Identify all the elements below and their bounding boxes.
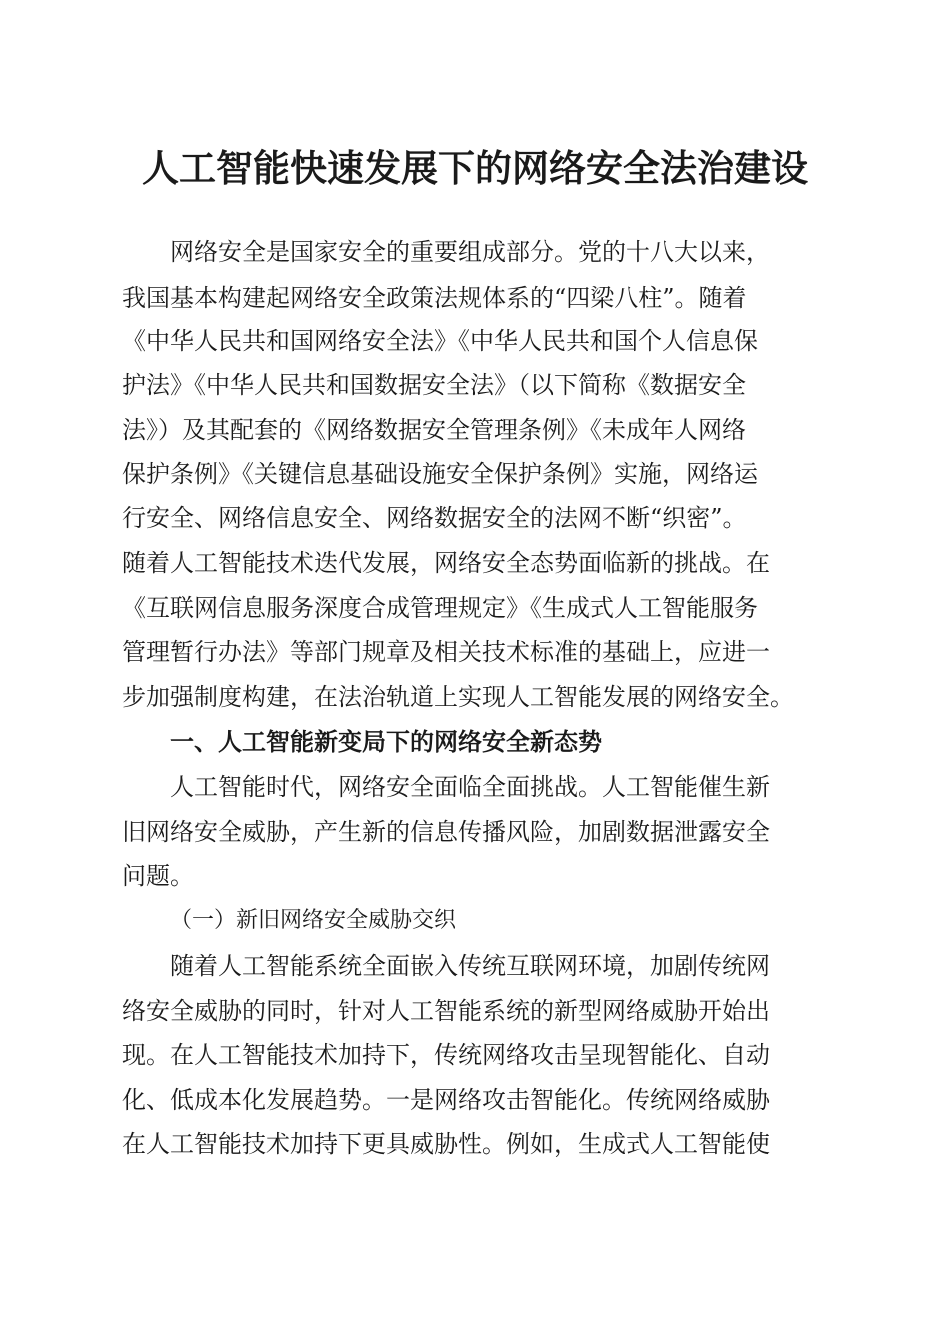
paragraph-line: 管理暂行办法》等部门规章及相关技术标准的基础上，应进一	[122, 638, 770, 666]
paragraph-line: 随着人工智能系统全面嵌入传统互联网环境，加剧传统网	[170, 952, 770, 980]
paragraph-line: 《中华人民共和国网络安全法》《中华人民共和国个人信息保	[122, 327, 758, 355]
document-title: 人工智能快速发展下的网络安全法治建设	[142, 146, 808, 190]
section-heading: 一、人工智能新变局下的网络安全新态势	[170, 728, 602, 756]
paragraph-line: 保护条例》《关键信息基础设施安全保护条例》实施，网络运	[122, 460, 758, 488]
paragraph-line: 旧网络安全威胁，产生新的信息传播风险，加剧数据泄露安全	[122, 818, 770, 846]
paragraph-line: 网络安全是国家安全的重要组成部分。党的十八大以来，	[170, 238, 770, 266]
paragraph-line: 步加强制度构建，在法治轨道上实现人工智能发展的网络安全。	[122, 683, 794, 711]
paragraph-line: 随着人工智能技术迭代发展，网络安全态势面临新的挑战。在	[122, 549, 770, 577]
paragraph-line: 法》）及其配套的《网络数据安全管理条例》《未成年人网络	[122, 416, 746, 444]
paragraph-line: 人工智能时代，网络安全面临全面挑战。人工智能催生新	[170, 773, 770, 801]
paragraph-line: 《互联网信息服务深度合成管理规定》《生成式人工智能服务	[122, 594, 758, 622]
paragraph-line: 现。在人工智能技术加持下，传统网络攻击呈现智能化、自动	[122, 1041, 770, 1069]
paragraph-line: 行安全、网络信息安全、网络数据安全的法网不断“织密”。	[122, 504, 747, 532]
paragraph-line: 问题。	[122, 862, 194, 890]
paragraph-line: 护法》《中华人民共和国数据安全法》（以下简称《数据安全	[122, 371, 746, 399]
subsection-heading: （一）新旧网络安全威胁交织	[170, 908, 457, 933]
paragraph-line: 在人工智能技术加持下更具威胁性。例如，生成式人工智能使	[122, 1130, 770, 1158]
paragraph-line: 我国基本构建起网络安全政策法规体系的“四梁八柱”。随着	[122, 284, 747, 312]
paragraph-line: 络安全威胁的同时，针对人工智能系统的新型网络威胁开始出	[122, 997, 770, 1025]
paragraph-line: 化、低成本化发展趋势。一是网络攻击智能化。传统网络威胁	[122, 1086, 770, 1114]
